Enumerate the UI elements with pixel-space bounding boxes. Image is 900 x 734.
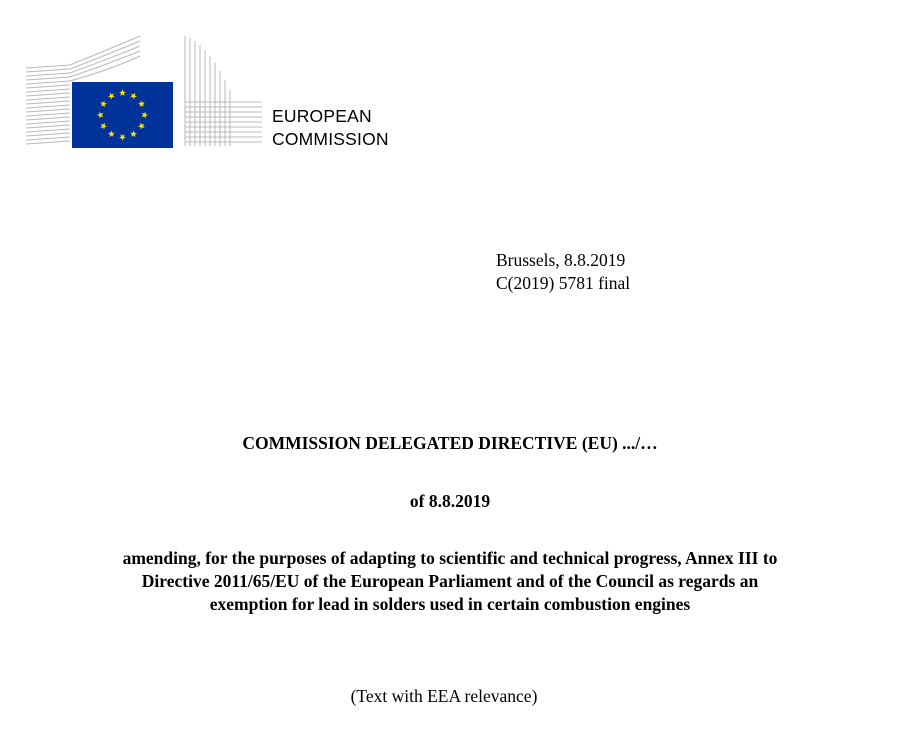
organization-name bbox=[272, 105, 389, 151]
european-commission-logo bbox=[22, 32, 272, 154]
subject-line: amending, for the purposes of adapting to scientific and technical progress, Annex III to bbox=[122, 548, 778, 568]
document-reference: C(2019) 5781 final bbox=[496, 273, 631, 293]
subject-line: exemption for lead in solders used in certain combustion engines bbox=[209, 594, 691, 614]
eea-relevance-note: (Text with EEA relevance) bbox=[350, 686, 538, 706]
organization-line-1: EUROPEAN bbox=[272, 106, 372, 126]
organization-line-2: COMMISSION bbox=[272, 129, 389, 149]
subject-line: Directive 2011/65/EU of the European Parliament and of the Council as regards an bbox=[141, 571, 759, 591]
document-meta bbox=[496, 249, 630, 295]
place-date: Brussels, 8.8.2019 bbox=[496, 250, 626, 270]
document-title: COMMISSION DELEGATED DIRECTIVE (EU) .../… bbox=[242, 433, 658, 453]
commission-building-icon bbox=[22, 32, 272, 154]
document-subject bbox=[0, 547, 900, 616]
document-date: of 8.8.2019 bbox=[409, 491, 491, 511]
